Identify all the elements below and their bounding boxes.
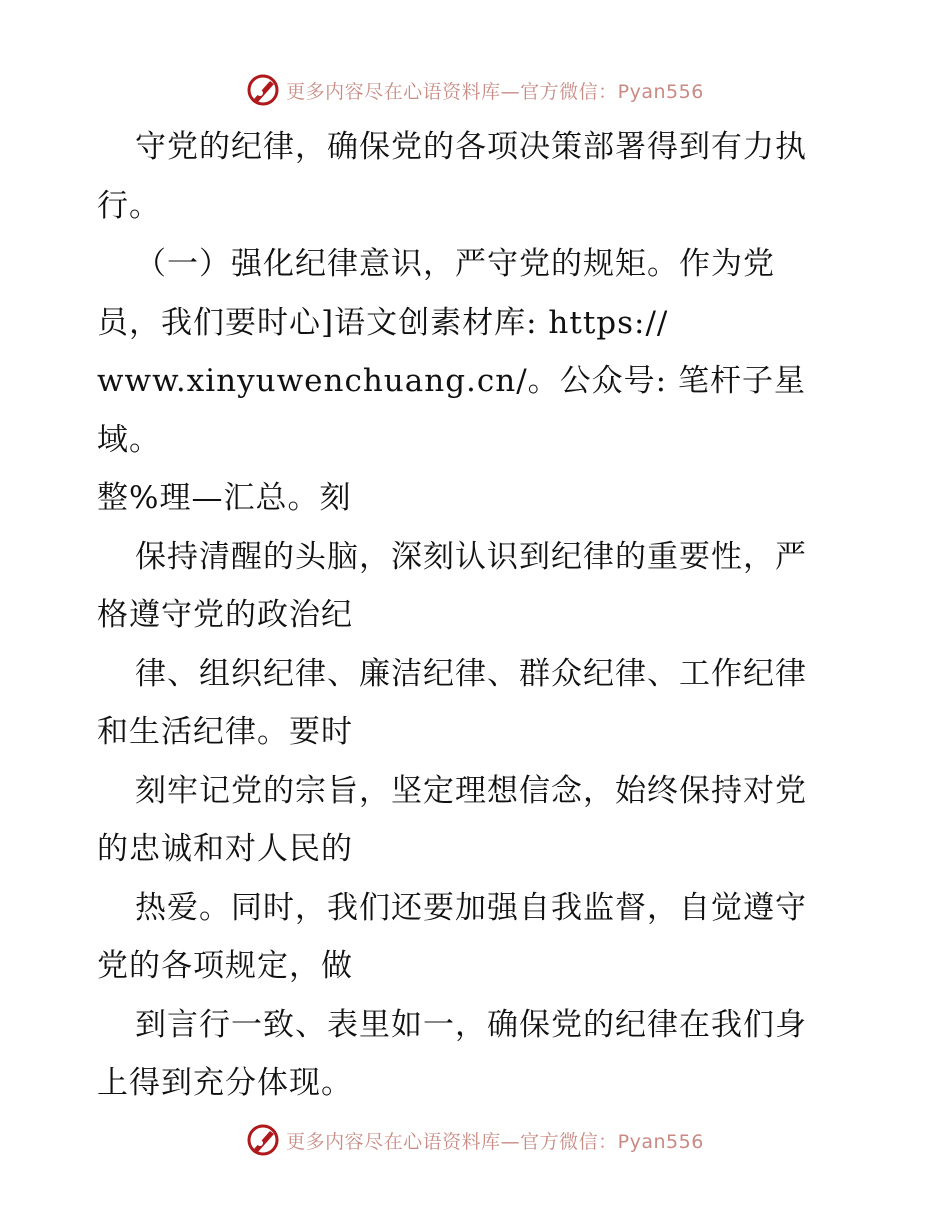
- text-line: 刻牢记党的宗旨，坚定理想信念，始终保持对党: [135, 772, 807, 809]
- text-line: 的忠诚和对人民的: [97, 831, 353, 867]
- text-line: 上得到充分体现。: [97, 1065, 353, 1101]
- pen-logo-icon: [246, 1123, 280, 1157]
- text-line: 到言行一致、表里如一，确保党的纪律在我们身: [135, 1006, 807, 1043]
- text-line: 员，我们要时心]语文创素材库: https://: [97, 304, 669, 341]
- footer-banner: [0, 1118, 950, 1162]
- header-banner: [0, 68, 950, 112]
- text-line: 律、组织纪律、廉洁纪律、群众纪律、工作纪律: [135, 655, 807, 692]
- text-line: 保持清醒的头脑，深刻认识到纪律的重要性，严: [135, 538, 807, 575]
- text-line: 整%理—汇总。刻: [97, 480, 352, 516]
- text-line: 格遵守党的政治纪: [97, 597, 353, 633]
- document-body: [97, 118, 857, 1113]
- text-line: www.xinyuwenchuang.cn/。公众号: 笔杆子星域。: [97, 363, 806, 458]
- header-banner-text: 更多内容尽在心语资料库—官方微信：Pyan556: [286, 80, 704, 103]
- pen-logo-icon: [246, 73, 280, 107]
- text-line: （一）强化纪律意识，严守党的规矩。作为党: [135, 246, 775, 282]
- text-line: 党的各项规定，做: [97, 948, 353, 984]
- text-line: 和生活纪律。要时: [97, 714, 353, 750]
- text-line: 热爱。同时，我们还要加强自我监督，自觉遵守: [135, 889, 807, 926]
- footer-banner-text: 更多内容尽在心语资料库—官方微信：Pyan556: [286, 1130, 704, 1153]
- text-line: 守党的纪律，确保党的各项决策部署得到有力执: [135, 129, 807, 165]
- text-line: 行。: [97, 187, 161, 224]
